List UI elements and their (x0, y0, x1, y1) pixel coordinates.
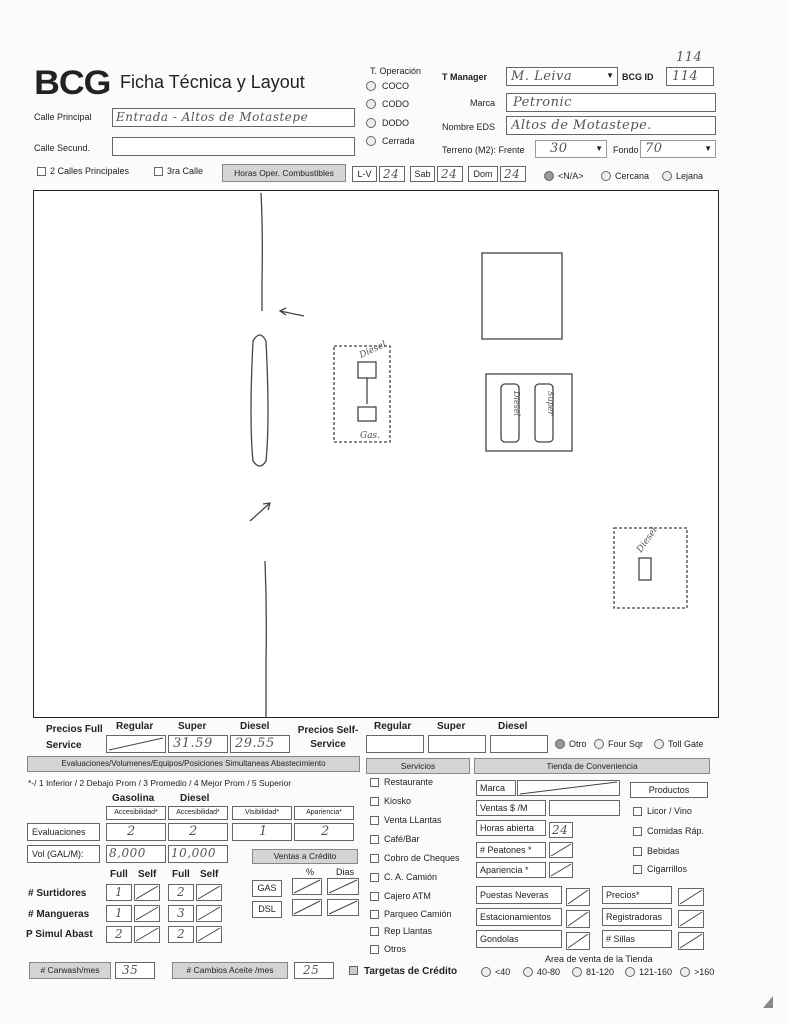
tarjetas-credito-label: Targetas de Crédito (364, 966, 458, 977)
lv-value: 24 (383, 167, 400, 181)
carwash-button[interactable]: # Carwash/mes (29, 962, 111, 979)
servicios-header[interactable]: Servicios (366, 758, 470, 774)
price-regular-label: Regular (116, 721, 154, 732)
psim-self-gas[interactable] (134, 926, 160, 943)
nombre-eds-value: Altos de Motastepe. (511, 118, 652, 133)
calle-principal-field[interactable] (112, 108, 355, 127)
dsl-credit-dias[interactable] (327, 899, 359, 916)
dias-label: Dias (336, 867, 355, 877)
gasolina-label: Gasolina (112, 793, 155, 804)
psim-full-diesel-value: 2 (177, 927, 186, 941)
terreno-frente-select[interactable] (535, 140, 607, 158)
calles-principales-label: 2 Calles Principales (50, 166, 130, 176)
psimul-label: P Simul Abast (26, 929, 93, 940)
servicio-venta-llantas-checkbox[interactable] (370, 816, 379, 825)
tienda-marca-label: Marca (476, 780, 516, 796)
servicio-restaurante-checkbox[interactable] (370, 778, 379, 787)
median (251, 335, 268, 466)
proximity-cercana: Cercana (615, 171, 650, 181)
strike-mark (567, 889, 589, 905)
ventas-label: Ventas $ /M (476, 800, 546, 816)
radio-cercana[interactable] (601, 171, 611, 181)
servicio-ca-camion: C. A. Camión (384, 872, 438, 882)
ventas-field[interactable] (549, 800, 620, 816)
full-super-value: 31.59 (173, 736, 213, 751)
servicio-cajero-atm: Cajero ATM (384, 891, 431, 901)
radio-area-40-80[interactable] (523, 967, 533, 977)
corner-mark-icon (763, 996, 773, 1008)
calle-principal-label: Calle Principal (34, 112, 92, 122)
psim-full-gas-value: 2 (115, 927, 124, 941)
sab-value: 24 (441, 167, 458, 181)
tienda-header[interactable]: Tienda de Conveniencia (474, 758, 710, 774)
eval-diesel-value: 2 (189, 824, 198, 839)
sillas-field[interactable] (678, 932, 704, 950)
fondo-select[interactable] (640, 140, 716, 158)
surt-self-diesel[interactable] (196, 884, 222, 901)
producto-licor: Licor / Vino (647, 806, 692, 816)
fondo-value: 70 (645, 141, 663, 156)
strike-mark (197, 927, 221, 942)
self-super-field[interactable] (428, 735, 486, 753)
arrow-top (280, 308, 304, 316)
toll-gate-label: Toll Gate (668, 739, 704, 749)
registradoras-label: Registradoras (602, 908, 672, 926)
layout-canvas[interactable] (33, 190, 719, 718)
servicio-restaurante: Restaurante (384, 777, 434, 787)
t-manager-label: T Manager (442, 72, 488, 82)
gas-credit-label: GAS (252, 880, 282, 897)
servicio-rep-llantas-checkbox[interactable] (370, 927, 379, 936)
self-regular-label: Regular (374, 721, 412, 732)
terreno-label: Terreno (M2): Frente (442, 145, 525, 155)
calle-secund-field[interactable] (112, 137, 355, 156)
horas-oper-button[interactable]: Horas Oper. Combustibles (222, 164, 346, 182)
diesel-eval-label: Diesel (180, 793, 210, 804)
mang-self-diesel[interactable] (196, 905, 222, 922)
pump-3 (639, 558, 651, 580)
strike-mark (679, 911, 703, 927)
area-40-80: 40-80 (537, 967, 561, 977)
otro-label: Otro (569, 739, 587, 749)
radio-toll-gate[interactable] (654, 739, 664, 749)
t-manager-select[interactable] (506, 67, 618, 86)
surt-full-gas[interactable] (106, 884, 132, 901)
proximity-na: <N/A> (558, 171, 584, 181)
marca-label: Marca (470, 98, 496, 108)
vol-diesel-value: 10,000 (171, 846, 216, 860)
ventas-credito-button[interactable]: Ventas a Crédito (252, 849, 358, 864)
horas-abierta-field[interactable] (549, 822, 573, 838)
operacion-dodo: DODO (382, 118, 409, 128)
strike-mark (135, 927, 159, 942)
bcg-id-field[interactable] (666, 67, 714, 86)
surtidores-label: # Surtidores (28, 888, 87, 899)
vol-label: Vol (GAL/M): (27, 845, 100, 863)
chevron-down-icon: ▼ (595, 144, 603, 153)
radio-area-121-160[interactable] (625, 967, 635, 977)
marca-field[interactable] (506, 93, 716, 112)
strike-mark (518, 781, 619, 795)
psim-self-diesel[interactable] (196, 926, 222, 943)
tank-label-diesel: Diesel (512, 391, 521, 417)
strike-mark (293, 900, 321, 915)
self-super-label: Super (437, 721, 466, 732)
layout-label-gas: Gas. (360, 431, 381, 441)
dsl-credit-pct[interactable] (292, 899, 322, 916)
radio-coco[interactable] (366, 81, 376, 91)
servicio-ca-camion-checkbox[interactable] (370, 873, 379, 882)
t-manager-value: M. Leiva (511, 69, 573, 84)
radio-area-81-120[interactable] (572, 967, 582, 977)
operacion-codo: CODO (382, 99, 409, 109)
servicio-parqueo-camion-checkbox[interactable] (370, 910, 379, 919)
building (482, 253, 562, 339)
area-lt40: <40 (495, 967, 511, 977)
carwash-value: 35 (122, 963, 139, 977)
gondolas-label: Gondolas (476, 930, 562, 948)
radio-area-gt160[interactable] (680, 967, 690, 977)
area-81-120: 81-120 (586, 967, 615, 977)
marca-value: Petronic (513, 95, 572, 110)
operacion-cerrada: Cerrada (382, 136, 415, 146)
strike-mark (197, 885, 221, 900)
horas-abierta-label: Horas abierta (476, 820, 546, 836)
gas-credit-dias[interactable] (327, 878, 359, 895)
puestas-label: Puestas Neveras (476, 886, 562, 904)
layout-sketch (34, 191, 718, 717)
precios-tienda-field[interactable] (678, 888, 704, 906)
sillas-label: # Sillas (602, 930, 672, 948)
servicio-otros-checkbox[interactable] (370, 945, 379, 954)
calle-principal-value: Entrada - Altos de Motastepe (116, 110, 309, 124)
full-diesel-value: 29.55 (235, 736, 275, 751)
mang-full-gas[interactable] (106, 905, 132, 922)
eval-apar-value: 2 (321, 824, 330, 839)
lv-label: L-V (352, 166, 377, 182)
peatones-field[interactable] (549, 842, 573, 858)
strike-mark (567, 933, 589, 949)
eval-vis-value: 1 (259, 824, 268, 839)
producto-comidas-checkbox[interactable] (633, 827, 642, 836)
full-regular-field[interactable] (106, 735, 166, 753)
tank-label-super: Super (546, 391, 555, 416)
cambios-aceite-field[interactable] (294, 962, 334, 979)
layout-label-diesel-2: Diesel (635, 525, 660, 555)
psim-full-gas[interactable] (106, 926, 132, 943)
carwash-field[interactable] (115, 962, 155, 979)
vol-gas-value: 8,000 (109, 846, 146, 860)
accesibilidad-gas-header: Accesibilidad* (106, 806, 166, 820)
surt-full-gas-value: 1 (115, 885, 124, 899)
full-diesel-field[interactable] (230, 735, 290, 753)
strike-mark (550, 843, 572, 857)
precios-self-label: Precios Self-Service (297, 725, 359, 750)
producto-licor-checkbox[interactable] (633, 807, 642, 816)
dom-label: Dom (468, 166, 498, 182)
self-regular-field[interactable] (366, 735, 424, 753)
four-sqr-label: Four Sqr (608, 739, 644, 749)
strike-mark (679, 933, 703, 949)
servicio-parqueo-camion: Parqueo Camión (384, 909, 452, 919)
dom-field[interactable] (500, 166, 526, 182)
t-operacion-label: T. Operación (370, 66, 422, 76)
pump-2 (358, 407, 376, 421)
tienda-marca-field[interactable] (517, 780, 620, 796)
producto-bebidas-checkbox[interactable] (633, 847, 642, 856)
strike-mark (293, 879, 321, 894)
nombre-eds-label: Nombre EDS (442, 122, 496, 132)
calle-secund-label: Calle Secund. (34, 143, 91, 153)
radio-area-lt40[interactable] (481, 967, 491, 977)
price-super-label: Super (178, 721, 207, 732)
brand-logo: BCG (34, 64, 111, 102)
servicio-venta-llantas: Venta LLantas (384, 815, 442, 825)
nombre-eds-field[interactable] (506, 116, 716, 135)
terreno-frente-value: 30 (550, 141, 568, 156)
strike-mark (107, 736, 165, 752)
dsl-credit-label: DSL (252, 901, 282, 918)
bcg-id-value: 114 (672, 69, 699, 84)
bcg-id-label: BCG ID (622, 72, 654, 82)
strike-mark (679, 889, 703, 905)
strike-mark (135, 906, 159, 921)
eval-apar-field[interactable] (294, 823, 354, 841)
eval-diesel-field[interactable] (168, 823, 228, 841)
cambios-aceite-value: 25 (303, 963, 320, 977)
price-diesel-label: Diesel (240, 721, 270, 732)
radio-lejana[interactable] (662, 171, 672, 181)
eval-gas-field[interactable] (106, 823, 166, 841)
servicio-cafe-bar: Café/Bar (384, 834, 420, 844)
layout-label-diesel-1: Diesel (358, 339, 388, 361)
servicio-cajero-atm-checkbox[interactable] (370, 892, 379, 901)
strike-mark (567, 911, 589, 927)
surt-full-diesel-value: 2 (177, 885, 186, 899)
radio-otro[interactable] (555, 739, 565, 749)
sab-label: Sab (410, 166, 435, 182)
eval-vis-field[interactable] (232, 823, 292, 841)
area-gt160: >160 (694, 967, 715, 977)
cambios-aceite-button[interactable]: # Cambios Aceite /mes (172, 962, 288, 979)
apariencia-header: Apariencia* (294, 806, 354, 820)
servicio-cafe-bar-checkbox[interactable] (370, 835, 379, 844)
servicio-kiosko: Kiosko (384, 796, 412, 806)
surt-self-gas[interactable] (134, 884, 160, 901)
visibilidad-header: Visibilidad* (232, 806, 292, 820)
self-diesel-field[interactable] (490, 735, 548, 753)
fondo-label: Fondo (613, 145, 639, 155)
servicio-rep-llantas: Rep Llantas (384, 926, 433, 936)
servicio-cobro-cheques: Cobro de Cheques (384, 853, 460, 863)
vol-diesel-field[interactable] (168, 845, 228, 863)
pct-label: % (306, 867, 315, 877)
tank-area (486, 374, 572, 451)
apariencia-tienda-label: Apariencia * (476, 862, 546, 878)
radio-four-sqr[interactable] (594, 739, 604, 749)
servicio-kiosko-checkbox[interactable] (370, 797, 379, 806)
self-label-gas: Self (138, 869, 157, 880)
peatones-label: # Peatones * (476, 842, 546, 858)
full-label-diesel: Full (172, 869, 190, 880)
eval-gas-value: 2 (127, 824, 136, 839)
page-title: Ficha Técnica y Layout (120, 72, 305, 92)
arrow-bottom (250, 503, 270, 521)
puestas-field[interactable] (566, 888, 590, 906)
servicio-cobro-cheques-checkbox[interactable] (370, 854, 379, 863)
self-diesel-label: Diesel (498, 721, 528, 732)
estac-field[interactable] (566, 910, 590, 928)
dom-value: 24 (504, 167, 521, 181)
radio-codo[interactable] (366, 99, 376, 109)
area-121-160: 121-160 (639, 967, 673, 977)
estac-label: Estacionamientos (476, 908, 562, 926)
accesibilidad-diesel-header: Accesibilidad* (168, 806, 228, 820)
pump-1 (358, 362, 376, 378)
tarjetas-credito-checkbox[interactable] (349, 966, 358, 975)
producto-bebidas: Bebidas (647, 846, 680, 856)
strike-mark (328, 879, 358, 894)
mang-self-gas[interactable] (134, 905, 160, 922)
radio-cerrada[interactable] (366, 136, 376, 146)
road-line-top (261, 193, 262, 311)
tercera-calle-label: 3ra Calle (167, 166, 204, 176)
producto-cigarrillos-checkbox[interactable] (633, 865, 642, 874)
lv-field[interactable] (379, 166, 405, 182)
precios-tienda-label: Precios* (602, 886, 672, 904)
strike-mark (328, 900, 358, 915)
self-label-diesel: Self (200, 869, 219, 880)
horas-abierta-value: 24 (552, 823, 569, 837)
mang-full-gas-value: 1 (115, 906, 124, 920)
producto-cigarrillos: Cigarrillos (647, 864, 688, 874)
chevron-down-icon: ▼ (704, 144, 712, 153)
area-venta-label: Area de venta de la Tienda (545, 954, 653, 964)
productos-header: Productos (630, 782, 708, 798)
psim-full-diesel[interactable] (168, 926, 194, 943)
operacion-coco: COCO (382, 81, 409, 91)
strike-mark (135, 885, 159, 900)
radio-na[interactable] (544, 171, 554, 181)
full-super-field[interactable] (168, 735, 228, 753)
registradoras-field[interactable] (678, 910, 704, 928)
evaluaciones-label: Evaluaciones (27, 823, 100, 841)
tercera-calle-checkbox[interactable] (154, 167, 163, 176)
gas-credit-pct[interactable] (292, 878, 322, 895)
sab-field[interactable] (437, 166, 463, 182)
mang-full-diesel[interactable] (168, 905, 194, 922)
proximity-lejana: Lejana (676, 171, 704, 181)
precios-full-label: Precios Full Service (46, 724, 103, 751)
producto-comidas: Comidas Ráp. (647, 826, 705, 836)
calles-principales-checkbox[interactable] (37, 167, 46, 176)
radio-dodo[interactable] (366, 118, 376, 128)
strike-mark (197, 906, 221, 921)
chevron-down-icon: ▼ (606, 71, 614, 80)
full-label-gas: Full (110, 869, 128, 880)
vol-gas-field[interactable] (106, 845, 166, 863)
mang-full-diesel-value: 3 (177, 906, 186, 920)
strike-mark (550, 863, 572, 877)
servicio-otros: Otros (384, 944, 407, 954)
gondolas-field[interactable] (566, 932, 590, 950)
mangueras-label: # Mangueras (28, 909, 90, 920)
scale-legend: *-/ 1 Inferior / 2 Debajo Prom / 3 Promedio / 4 Mejor Prom / 5 Superior (28, 778, 292, 788)
handwritten-id: 114 (676, 50, 703, 65)
road-line-bottom (265, 561, 266, 717)
evaluaciones-bar[interactable]: Evaluaciones/Volumenes/Equipos/Posiciones Simultaneas Abastecimiento (27, 756, 360, 772)
apariencia-tienda-field[interactable] (549, 862, 573, 878)
surt-full-diesel[interactable] (168, 884, 194, 901)
